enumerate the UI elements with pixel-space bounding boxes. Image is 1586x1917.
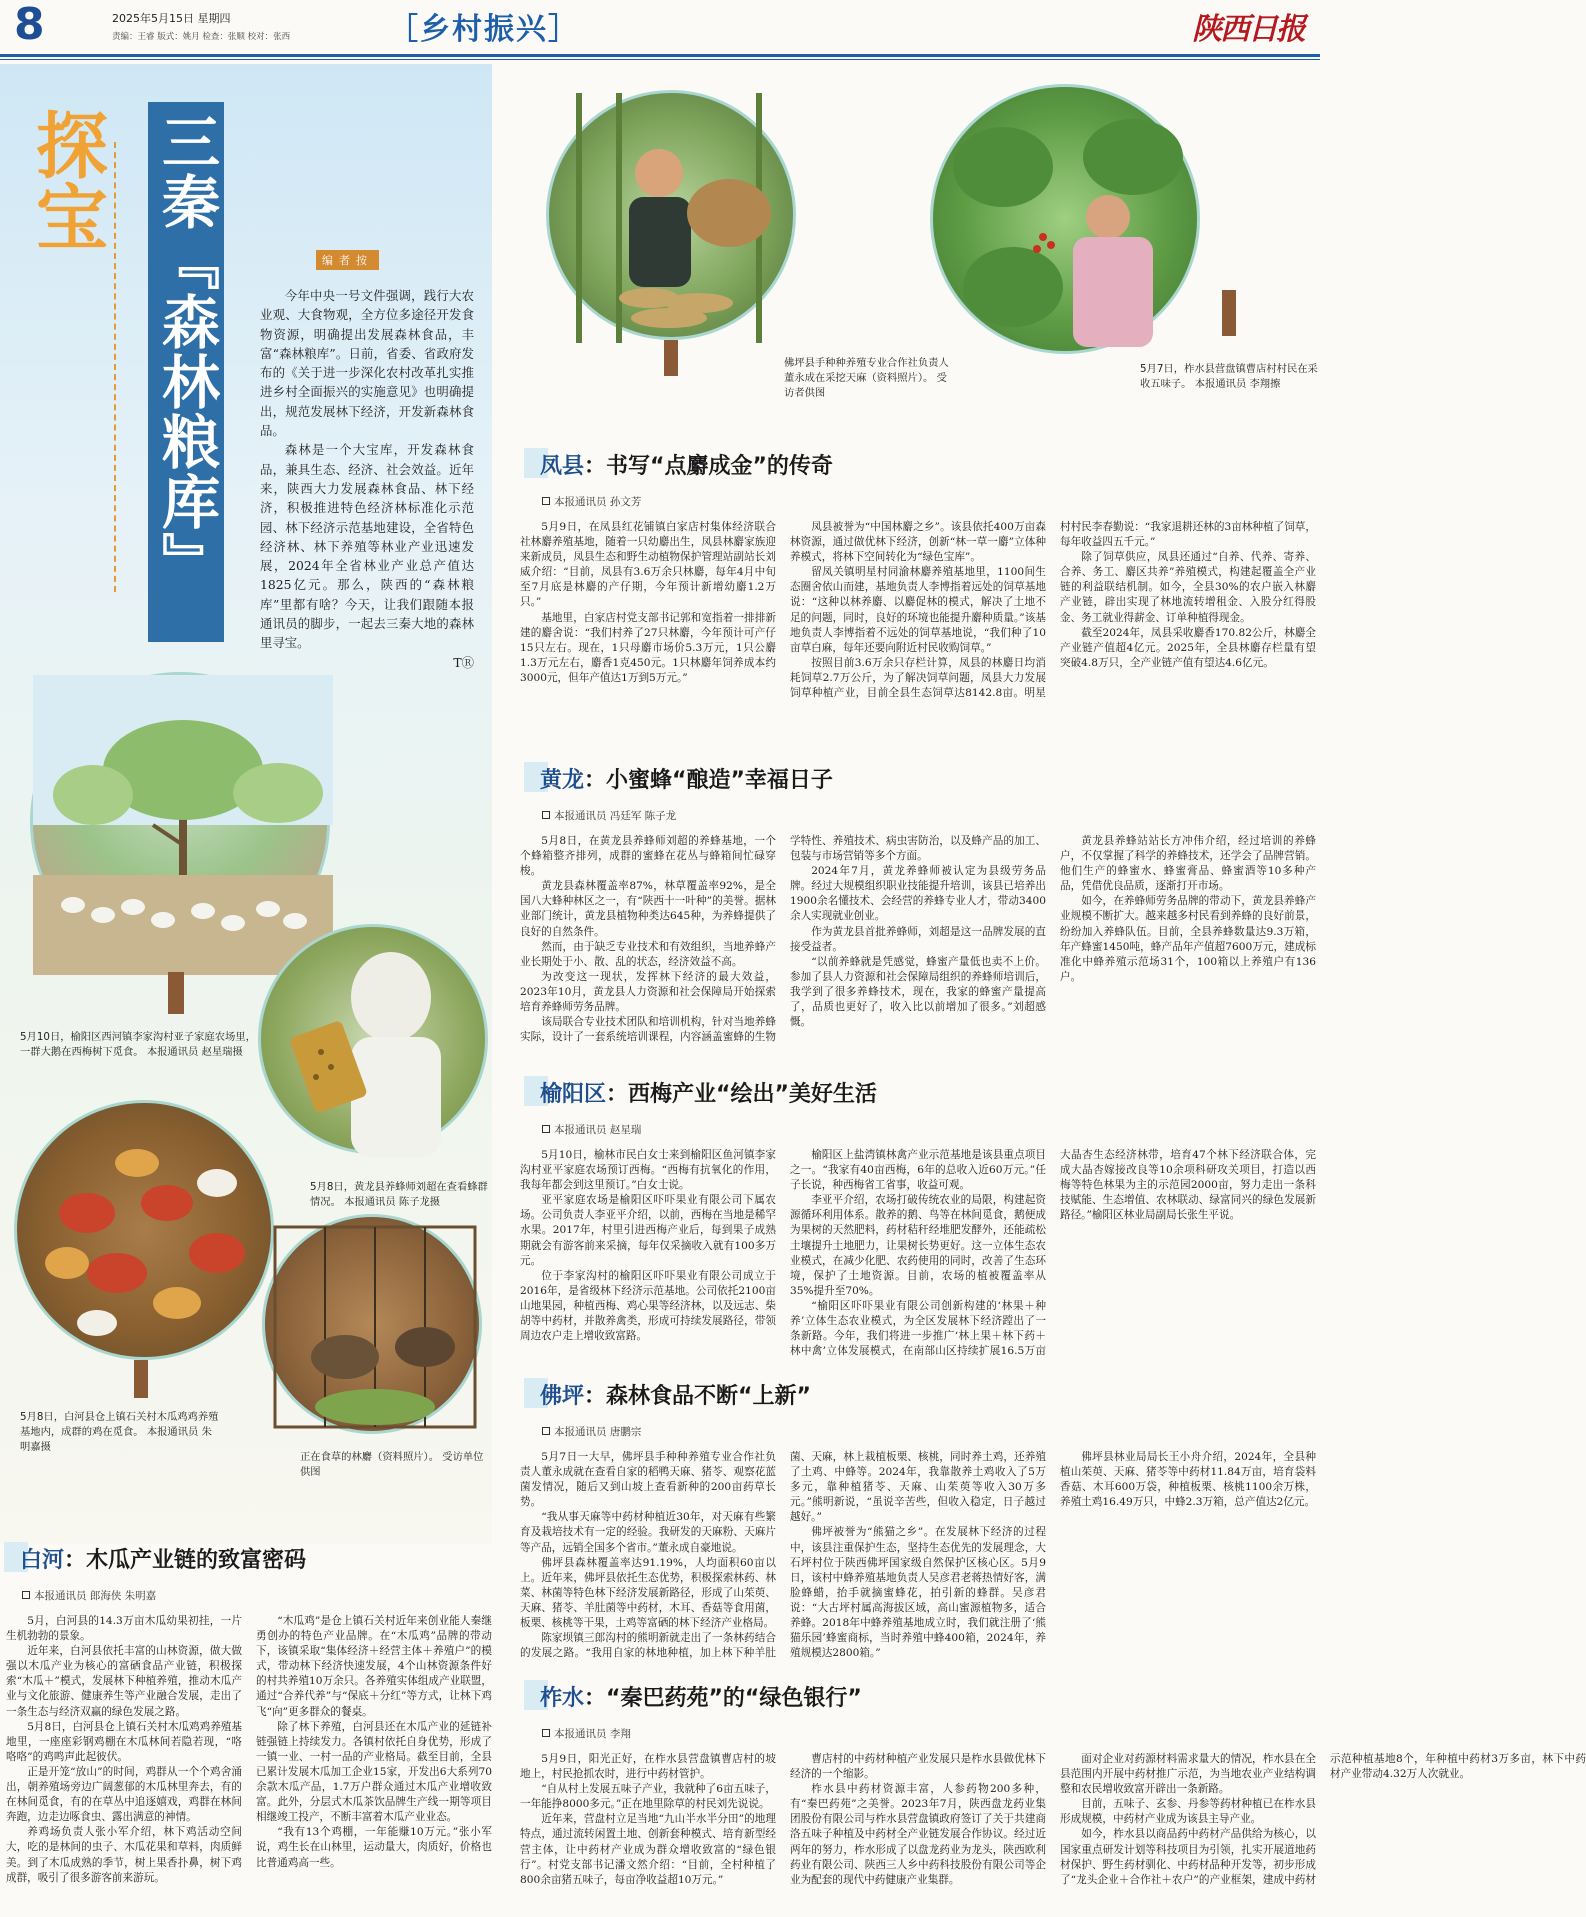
caption-schisandra: 5月7日，柞水县营盘镇曹店村村民在采收五味子。 本报通讯员 李翔擦 <box>1140 363 1318 390</box>
photo-musk-deer <box>262 1214 482 1434</box>
paragraph: 基地里，白家店村党支部书记郭和宽指着一排排新建的麝舍说：“我们村养了27只林麝，今年预计可产仔15只左右。现在，1只母麝市场价5.3万元，1只公麝1.3万元左右，麝香1克450元。1只林麝年饲养成本约3000元，但年产值达1万到5万元。” <box>520 611 776 684</box>
kicker: 探宝 <box>24 108 108 252</box>
article-reporter: 本报通讯员 赵星瑞 <box>542 1122 641 1137</box>
caption-beekeeper: 5月8日，黄龙县养蜂师刘超在查看蜂群情况。 本报通讯员 陈子龙摄 <box>310 1181 488 1208</box>
editor-note-label: 编者按 <box>316 250 379 270</box>
article-location: 佛坪 <box>540 1384 585 1409</box>
article-reporter: 本报通讯员 冯廷军 陈子龙 <box>542 808 676 823</box>
paragraph: 5月9日，在凤县红花铺镇白家店村集体经济联合社林麝养殖基地，随着一只幼麝出生，凤县林麝家族迎来新成员，凤县生态和野生动植物保护管理站副站长刘威介绍：“目前，凤县有3.6万余只林麝，每年4月中旬至7月底是林麝的产仔期，今年预计新增幼麝1.2万只。” <box>520 521 776 609</box>
photo-beekeeper <box>258 924 488 1154</box>
paragraph: 5月8日，白河县仓上镇石关村木瓜鸡鸡养殖基地里，一座座彩钢鸡棚在木瓜林间若隐若现，“咯咯咯”的鸡鸣声此起彼伏。 <box>6 1720 242 1763</box>
paragraph: 如今，柞水县以商品药中药材产品供给为核心，以国家重点研发计划等科技项目为引领，扎实开展道地药材保护、野生药材驯化、中药材品种开发等，初步形成了“龙头企业＋合作社＋农户”的产业框架，建成中药材示范种植基地8个，年种植中药材3万多亩，林下中药材产业带动4.32万人次就业。 <box>1060 1753 1586 1886</box>
article-location: 白河 <box>20 1548 65 1573</box>
article-reporter: 本报通讯员 孙文芳 <box>542 494 641 509</box>
kicker-dashed-line <box>96 142 116 592</box>
article-title: ：“秦巴药苑”的“绿色银行” <box>584 1686 862 1711</box>
newspaper-logo: 陕西日报 <box>1192 12 1304 47</box>
paragraph: 正是开笼“放山”的时间，鸡群从一个个鸡舍涌出，朝养殖场旁边广阔葱郁的木瓜林里奔去，有的在林间觅食，有的在草丛中追逐嬉戏，鸡群在林间奔跑，边走边啄食虫、露出满意的神情。 <box>6 1765 242 1824</box>
paragraph: 除了林下养殖，白河县还在木瓜产业的延链补链强链上持续发力。各镇村依托自身优势，形成了一镇一业、一村一品的产业格局。截至目前，全县已累计发展木瓜加工企业15家，开发出6大系列70余款木瓜产品，1.7万户群众通过木瓜产业增收致富。此外，分层式木瓜茶饮品牌生产线一期等项目相继竣工投产，不断丰富着木瓜产业业态。 <box>256 1720 492 1824</box>
paragraph: 李亚平介绍，农场打破传统农业的局限，构建起资源循环利用体系。散养的鹅、鸟等在林间觅食，鹅便成为果树的天然肥料，药材秸秆经堆肥发酵外，还能疏松土壤提升土地肥力，让果树长势更好。这一立体生态农业模式，在减少化肥、农药使用的同时，改善了生态环境，保护了土地资源。目前，农场的植被覆盖率从35%提升至70%。 <box>790 1194 1046 1297</box>
article-reporter: 本报通讯员 李翔 <box>542 1726 631 1741</box>
article-foping-body <box>520 1450 1316 1662</box>
paragraph: 佛坪县森林覆盖率达91.19%，人均面积60亩以上。近年来，佛坪县依托生态优势，积极探索林药、林菜、林菌等特色林下经济发展新路径，形成了山茱萸、天麻、猪苓、羊肚菌等中药材，木耳、香菇等食用菌，板栗、核桃等干果，土鸡等富硒的林下经济产业格局。 <box>520 1556 776 1630</box>
article-location: 黄龙 <box>540 768 585 793</box>
article-fengxian-body <box>520 520 1316 714</box>
section-title: ［乡村振兴］ <box>388 12 580 47</box>
paragraph: 目前，五味子、玄参、丹参等药材种植已在柞水县形成规模，中药材产业成为该县主导产业。 <box>1060 1798 1316 1826</box>
article-foping-headline <box>540 1379 811 1410</box>
editors-line: 责编：王睿 版式：姚月 检查：张顺 校对：张西 <box>112 32 291 42</box>
photo-gastrodia-farmer <box>546 90 796 340</box>
paragraph: 5月10日，榆林市民白女士来到榆阳区鱼河镇李家沟村亚平家庭农场预订西梅。“西梅有抗氧化的作用，我每年都会到这里预订。”白女士说。 <box>520 1149 776 1192</box>
paragraph: 留凤关镇明星村同渝林麝养殖基地里，1100间生态圈舍依山而建，基地负责人李博指着远处的饲草基地说：“这种以林养麝、以麝促林的模式，解决了土地不足的问题，同时，良好的环境也能提升麝种质量。”该基地负责人李博指着不远处的饲草基地说，“我们种了10亩草白麻，每年还要向附近村民收购饲草。” <box>790 566 1046 654</box>
paragraph: 5月9日，阳光正好，在柞水县营盘镇曹店村的坡地上，村民抢抓农时，进行中药材管护。 <box>520 1753 776 1781</box>
photo-chickens <box>14 1100 274 1360</box>
article-zhashui-headline <box>540 1681 862 1712</box>
paragraph: 近年来，营盘村立足当地“九山半水半分田”的地理特点，通过流转闲置土地、创新套种模式、培育新型经营主体，让中药材产业成为群众增收致富的“绿色银行”。村党支部书记潘文然介绍：“目前，全村种植了800余亩猪五味子，每亩净收益超10万元。” <box>520 1813 776 1886</box>
lead-paragraph: TⓇ <box>453 654 474 670</box>
paragraph: 2024年7月，黄龙养蜂师被认定为县级劳务品牌。经过大规模组织职业技能提升培训，该县已培养出1900余名懂技术、会经营的养蜂专业人才，带动3400余人实现就业创业。 <box>790 865 1046 923</box>
paragraph: 除了饲草供应，凤县还通过“自养、代养、寄养、合养、务工、麝区共养”养殖模式，构建起覆盖全产业链的利益联结机制。如今，全县30%的农户嵌入林麝产业链，辟出实现了林地流转增租金、入股分红得股金、务工就业得薪金、订单种植得现金。 <box>1060 551 1316 624</box>
paragraph: 然而，由于缺乏专业技术和有效组织，当地养蜂产业长期处于小、散、乱的状态，经济效益不高。 <box>520 940 776 968</box>
caption-musk-deer: 正在食草的林麝（资料照片）。 受访单位供图 <box>300 1451 484 1478</box>
paragraph: 5月，白河县的14.3万亩木瓜幼果初挂，一片生机勃勃的景象。 <box>6 1615 242 1643</box>
paragraph: 曹店村的中药材种植产业发展只是柞水县做优林下经济的一个缩影。 <box>790 1753 1046 1781</box>
article-huanglong-body <box>520 834 1316 1048</box>
paragraph: 截至2024年，凤县采收麝香170.82公斤，林麝全产业链产值超4亿元。2025年，全县林麝存栏量有望突破4.8万只，全产业链产值有望达4.6亿元。 <box>1060 626 1316 669</box>
paragraph: 佛坪县林业局局长王小舟介绍，2024年，全县种植山茱萸、天麻、猪苓等中药材11.84万亩，培育袋料香菇、木耳600万袋，种植板栗、核桃1100余万株，养殖土鸡16.49万只，中蜂2.3万箱，总产值达2亿元。 <box>1060 1451 1316 1509</box>
page-number: 8 <box>14 0 45 50</box>
paragraph: 柞水县中药材资源丰富，人参药物200多种，有“秦巴药苑”之美誉。2023年7月，陕西盘龙药业集团股份有限公司与柞水县营盘镇政府签订了关于共建商洛五味子种植及中药材全产业链发展合作协议。经过近两年的努力，柞水形成了以盘龙药业为龙头，陕西欧利药业有限公司、陕西三人乡中药科技股份有限公司等企业为配套的现代中药健康产业集群。 <box>790 1783 1046 1886</box>
paragraph: 如今，在养蜂师劳务品牌的带动下，黄龙县养蜂产业规模不断扩大。越来越多村民看到养蜂的良好前景，纷纷加入养蜂队伍。目前，全县养蜂数量达9.3万箱，年产蜂蜜1450吨，蜂产品年产值超7600万元，建成标准化中蜂养殖示范场31个，100箱以上养殖户有136户。 <box>1060 895 1316 983</box>
caption-geese: 5月10日，榆阳区西河镇李家沟村亚子家庭农场里，一群大鹅在西梅树下觅食。 本报通讯员 赵星瑞摄 <box>20 1031 256 1058</box>
paragraph: 为改变这一现状，发挥林下经济的最大效益，2023年10月，黄龙县人力资源和社会保障局开始探索培育养蜂师劳务品牌。 <box>520 970 776 1014</box>
article-title: ：木瓜产业链的致富密码 <box>64 1548 307 1573</box>
article-reporter: 本报通讯员 郎海侠 朱明嘉 <box>22 1588 156 1603</box>
article-title: ：西梅产业“绘出”美好生活 <box>606 1082 877 1107</box>
lead-paragraphs <box>260 286 474 672</box>
paragraph: “木瓜鸡”是仓上镇石关村近年来创业能人秦继勇创办的特色产业品牌。在“木瓜鸡”品牌的带动下，该镇采取“集体经济＋经营主体＋养殖户”的模式，带动林下经济快速发展，4个山林资源条件好的村共养殖10万余只。各养殖实体组成产业联盟，通过“合养代养”与“保底＋分红”等方式，让林下鸡飞“向”更多群众的餐桌。 <box>256 1615 492 1718</box>
paragraph: 面对企业对药源材料需求量大的情况，柞水县在全县范围内开展中药材推广示范，为当地农业产业结构调整和农民增收致富开辟出一条新路。 <box>1060 1753 1316 1796</box>
lead-paragraph: 森林是一个大宝库，开发森林食品，兼具生态、经济、社会效益。近年来，陕西大力发展森林食品、林下经济，积极推进特色经济林标准化示范园、林下经济示范基地建设，全省特色经济林、林下养殖等林业产业迅速发展，2024年全省林业产业总产值达1825亿元。那么，陕西的“森林粮库”里都有啥？今天，让我们跟随本报通讯员的脚步，一起去三秦大地的森林里寻宝。 <box>260 442 474 651</box>
header-rule-thin <box>0 59 1320 60</box>
paragraph: 位于李家沟村的榆阳区吓吓果业有限公司成立于2016年，是省级林下经济示范基地。公司依托2100亩山地果园，种植西梅、鸡心果等经济林，以及远志、柴胡等中药材，并散养禽类，形成可持续发展路径，带领周边农户走上增收致富路。 <box>520 1269 776 1343</box>
article-title: ：森林食品不断“上新” <box>584 1384 811 1409</box>
paragraph: 黄龙县养蜂站站长方冲伟介绍，经过培训的养蜂户，不仅掌握了科学的养蜂技术，还学会了品牌营销。他们生产的蜂蜜水、蜂蜜膏品、蜂蜜酒等10多种产品，凭借优良品质，逐渐打开市场。 <box>1060 835 1316 893</box>
paragraph: 亚平家庭农场是榆阳区吓吓果业有限公司下属农场。公司负责人李亚平介绍，以前，西梅在当地是稀罕水果。2017年，村里引进西梅产业后，每到果子成熟期就会有游客前来采摘，每年仅采摘收入就有100多万元。 <box>520 1194 776 1267</box>
article-location: 榆阳区 <box>540 1082 607 1107</box>
paragraph: 近年来，白河县依托丰富的山林资源，做大做强以木瓜产业为核心的富硒食品产业链，积极探索“木瓜＋”模式，发展林下种植养殖，推动木瓜产业与文化旅游、健康养生等产业融合发展，走出了一条生态与经济双赢的绿色发展之路。 <box>6 1645 242 1718</box>
paragraph: 黄龙县森林覆盖率87%，林草覆盖率92%，是全国八大蜂种林区之一，有“陕西十一叶种”的美誉。据林业部门统计，黄龙县植物种类达645种，为养蜂提供了良好的自然条件。 <box>520 880 776 938</box>
beekeeper-illustration <box>261 927 491 1157</box>
lead-headline: 三秦『森林粮库』 <box>152 112 220 592</box>
paragraph: 佛坪被誉为“熊猫之乡”。在发展林下经济的过程中，该县注重保护生态，坚持生态优先的发展理念，大石坪村位于陕西佛坪国家级自然保护区核心区。5月9日，该村中蜂养殖基地负责人吴彦君老蒋热情好客，满脸蜂蜡，抬手就摘蜜蜂花，拍引新的蜂群。吴彦君说：“大古坪村属高海拔区域，高山蜜源植物多，适合养蜂。2018年中蜂养殖基地成立时，我们就注册了‘熊猫乐园’蜂蜜商标，当时养殖中蜂400箱，2024年，养殖规模达2800箱。” <box>790 1526 1046 1660</box>
paragraph: 该局联合专业技术团队和培训机构，针对当地养蜂实际，设计了一套系统培训课程，内容涵盖蜜蜂的生物学特性、养殖技术、病虫害防治，以及蜂产品的加工、包装与市场营销等多个方面。 <box>520 835 1046 1044</box>
musk-deer-illustration <box>265 1217 485 1437</box>
article-title: ：小蜜蜂“酿造”幸福日子 <box>584 768 833 793</box>
paragraph: 5月8日，在黄龙县养蜂师刘超的养蜂基地，一个个蜂箱整齐排列，成群的蜜蜂在花丛与蜂箱间忙碌穿梭。 <box>520 835 776 878</box>
issue-date: 2025年5月15日 星期四 <box>112 12 231 25</box>
harvest-illustration <box>933 87 1203 357</box>
paragraph: “自从村上发展五味子产业，我就种了6亩五味子，一年能挣8000多元。”正在地里除草的村民刘先说说。 <box>520 1783 776 1811</box>
photo-stand <box>1222 290 1236 336</box>
paragraph: 5月7日一大早，佛坪县手种种养殖专业合作社负责人董永成就在查看自家的稻鸭天麻、猪苓、观察花蓝菌发情况，随后又到山坡上查看新种的200亩药草长势。 <box>520 1451 776 1509</box>
article-title: ：书写“点麝成金”的传奇 <box>584 454 833 479</box>
photo-stand <box>134 1360 148 1398</box>
paragraph: 按照目前3.6万余只存栏计算，凤县的林麝日均消耗饲草2.7万公斤，为了解决饲草问题，凤县大力发展饲草种植产业，目前全县生态饲草达8142.8亩。明星村村民李春勤说：“我家退耕还林的3亩林种植了饲草，每年收益四五千元。” <box>790 521 1316 700</box>
article-yuyang-headline <box>540 1077 877 1108</box>
lead-paragraph: 今年中央一号文件强调，践行大农业观、大食物观，全方位多途径开发食物资源，明确提出发展森林食品，丰富“森林粮库”。日前，省委、省政府发布的《关于进一步深化农村改革扎实推进乡村全面振兴的实施意见》也明确提出，规范发展林下经济，开发新森林食品。 <box>260 288 474 439</box>
paragraph: “我有13个鸡棚，一年能赚10万元。”张小军说，鸡生长在山林里，运动量大，肉质好，价格也比普通鸡高一些。 <box>256 1826 492 1869</box>
paragraph: 作为黄龙县首批养蜂师，刘超是这一品牌发展的直接受益者。 <box>790 925 1046 953</box>
paragraph: 陈家坝镇三郎沟村的熊明新就走出了一条林药结合的发展之路。“我用自家的林地种植，加上林下种羊肚菌、天麻，林上栽植板栗、核桃，同时养土鸡，还养殖了土鸡、中蜂等。2024年，我靠散养土鸡收入了5万多元，靠种植猪苓、天麻、山茱萸等收入30万多元。”熊明新说，“虽说辛苦些，但收入稳定，日子越过越好。” <box>520 1451 1046 1660</box>
article-zhashui-body <box>520 1752 1586 1914</box>
paragraph: “以前养蜂就是凭感觉，蜂蜜产量低也卖不上价。参加了县人力资源和社会保障局组织的养蜂师培训后，我学到了很多养蜂技术，现在，我家的蜂蜜产量提高了，品质也更好了，收入比以前增加了很多。”刘超感慨。 <box>790 955 1046 1029</box>
caption-chickens: 5月8日，白河县仓上镇石关村木瓜鸡鸡养殖基地内，成群的鸡在觅食。 本报通讯员 朱明嘉摄 <box>20 1411 219 1453</box>
article-baihe-body <box>6 1614 492 1914</box>
caption-gastrodia: 佛坪县手种种养殖专业合作社负责人董永成在采挖天麻（资料照片）。 受访者供图 <box>784 357 949 399</box>
article-reporter: 本报通讯员 唐鹏宗 <box>542 1424 641 1439</box>
farmer-illustration <box>549 93 799 343</box>
paragraph: 养鸡场负责人张小军介绍，林下鸡活动空间大，吃的是林间的虫子、木瓜花果和草料，肉质鲜美。到了木瓜成熟的季节，树上果香扑鼻，树下鸡成群，吸引了很多游客前来游玩。 <box>6 1826 242 1884</box>
photo-stand <box>664 340 678 376</box>
article-huanglong-headline <box>540 763 833 794</box>
photo-schisandra-harvest <box>930 84 1200 354</box>
paragraph: 榆阳区上盐湾镇林禽产业示范基地是该县重点项目之一。“我家有40亩西梅，6年的总收入近60万元。”任子长说，种西梅省工省事，收益可观。 <box>790 1149 1046 1192</box>
article-location: 凤县 <box>540 454 585 479</box>
paragraph: “榆阳区吓吓果业有限公司创新构建的‘林果＋种养’立体生态农业模式，为全区发展林下经济蹚出了一条新路。今年，我们将进一步推广‘林上果＋林下药＋林中禽’立体发展模式，在南部山区持续扩展16.5万亩大晶杏生态经济林带，培育47个林下经济联合体，完成大晶杏嫁接改良等10余项科研攻关项目，打造以西梅等特色林果为主的示范园2000亩，努力走出一条科技赋能、生态增值、农林联动、绿富同兴的绿色发展新路径。”榆阳区林业局副局长张生平说。 <box>790 1149 1316 1358</box>
article-fengxian-headline <box>540 449 833 480</box>
paragraph: “我从事天麻等中药材种植近30年，对天麻有些繁育及栽培技术有一定的经验。我研发的天麻粉、天麻片等产品，远销全国多个省市。”董永成自豪地说。 <box>520 1511 776 1554</box>
article-baihe-headline <box>20 1543 306 1574</box>
paragraph: 凤县被誉为“中国林麝之乡”。该县依托400万亩森林资源，通过做优林下经济，创新“林一草一麝”立体种养模式，将林下空间转化为“绿色宝库”。 <box>790 521 1046 564</box>
chickens-illustration <box>17 1103 277 1363</box>
header-rule <box>0 54 1320 57</box>
photo-stand <box>168 972 184 1014</box>
article-location: 柞水 <box>540 1686 585 1711</box>
article-yuyang-body <box>520 1148 1316 1360</box>
